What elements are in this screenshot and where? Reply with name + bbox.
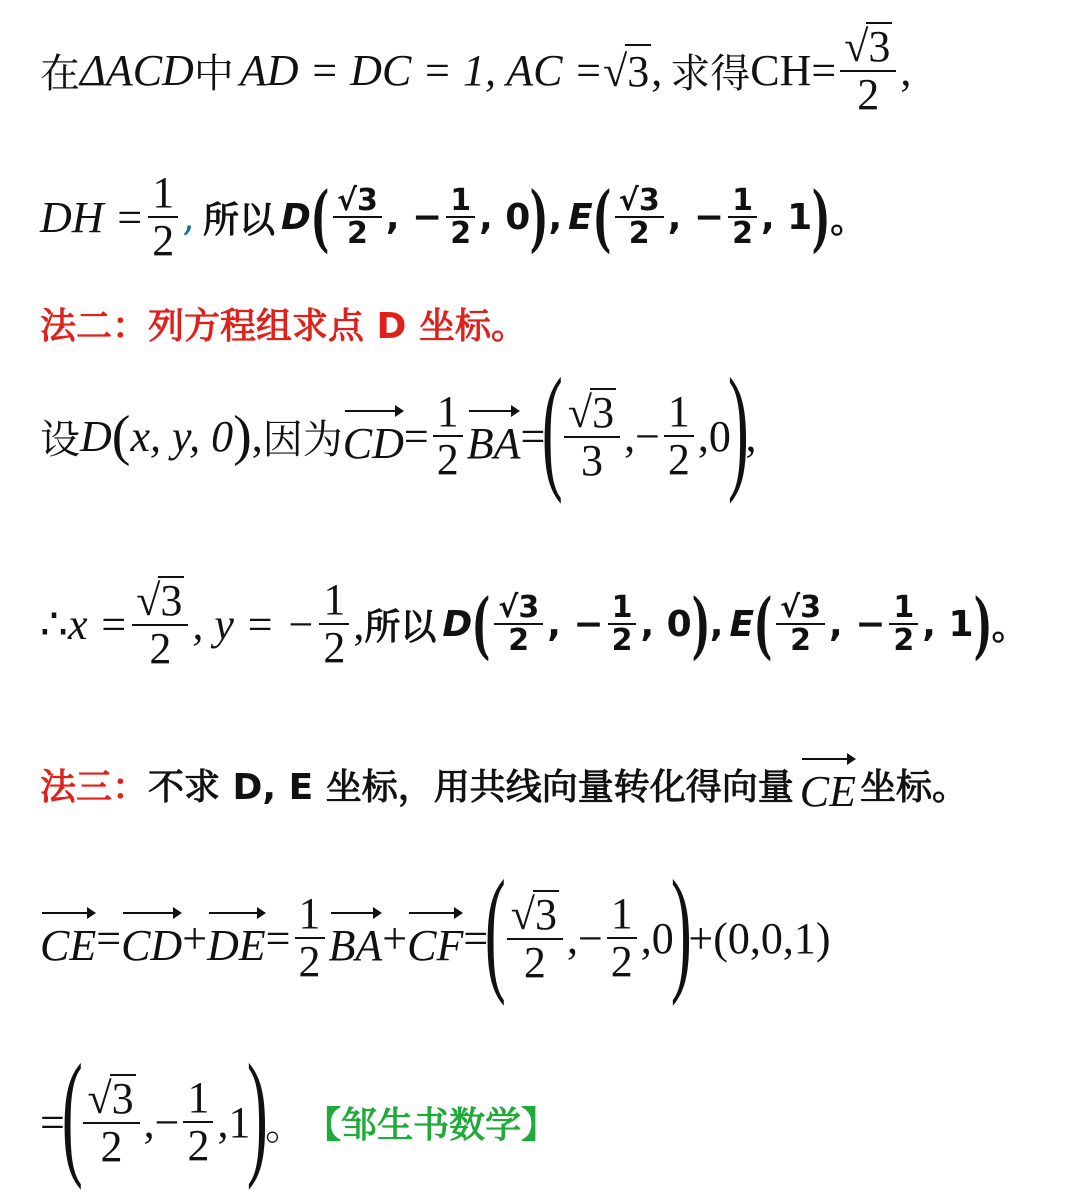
vector-cd: CD [343,404,404,469]
brand-tag: 【邹生书数学】 [305,1104,558,1146]
method-3-text: 不求 D, E 坐标，用共线向量转化得向量 [148,767,794,808]
fraction-sqrt3-over-2: $\frac{√3}{2}$ [840,22,896,118]
vector-ba: BA [467,404,521,469]
text-she: 设 [40,416,80,463]
text-yinwei: 因为 [262,416,343,463]
vector-ce: CE [40,906,96,971]
point-d: D [280,196,311,238]
eq-ad-dc: AD = DC = 1, AC = [239,45,604,95]
method-2-title: 法二：列方程组求点 D 坐标。 [40,306,527,347]
line-1: 在 ΔACD 中 AD = DC = 1, AC = √3 , 求得 CH= $\frac{√3}{2}$ , [40,22,912,120]
point-e: E [568,196,593,238]
text-suoyi: 所以 [202,199,275,241]
line-4: ∴ x = $\frac{√3}{2}$ , y = − $\frac{1}{2}$ , 所以 D ( $\frac{√3}{2}$ , − $\frac{1}{2}$ , 0 ) , E ( $\frac{√3}{2}$ , − $\frac{1}{2}$ , 1 ) 。 [40,575,1028,674]
line-3: 设 D ( x, y, 0 ) , 因为 CD = $\frac{1}{2}$ BA = ( $\frac{√3}{3}$ ,− $\frac{1}{2}$ ,0 ) , [40,350,757,505]
vector-de: DE [207,906,266,971]
line-5: CE = CD + DE = $\frac{1}{2}$ BA + CF = ( $\frac{√3}{2}$ ,− $\frac{1}{2}$ ,0 ) + (0,0,1) [40,852,831,1007]
sqrt-3: √3 [603,44,651,97]
line-2: DH = $\frac{1}{2}$ , 所以 D ( $\frac{√3}{2}$ , − $\frac{1}{2}$ , 0 ) , E ( $\frac{√3}{2}$ , − $\frac{1}{2}$ , 1 ) 。 [40,168,867,266]
eq-dh: DH = [40,192,145,242]
text-ch: CH= [750,45,837,95]
triangle-acd: ΔACD [80,45,194,95]
method-3-label: 法三： [40,767,149,808]
heading-method-3: 法三： 不求 D, E 坐标，用共线向量转化得向量 CE 坐标。 [40,752,968,817]
blue-comma: , [182,194,195,241]
heading-method-2 [40,298,527,349]
vector-cf: CF [407,906,463,971]
vector-ce-heading: CE [800,752,856,817]
text-qiude: 求得 [670,50,751,97]
text-zhong: 中 [193,50,234,97]
text-zai: 在 [40,50,80,97]
tuple-001: (0,0,1) [713,913,831,963]
fraction-half: $\frac{1}{2}$ [148,170,178,264]
line-6: = ( $\frac{√3}{2}$ ,− $\frac{1}{2}$ ,1 ) 。 【邹生书数学】 [40,1036,558,1191]
